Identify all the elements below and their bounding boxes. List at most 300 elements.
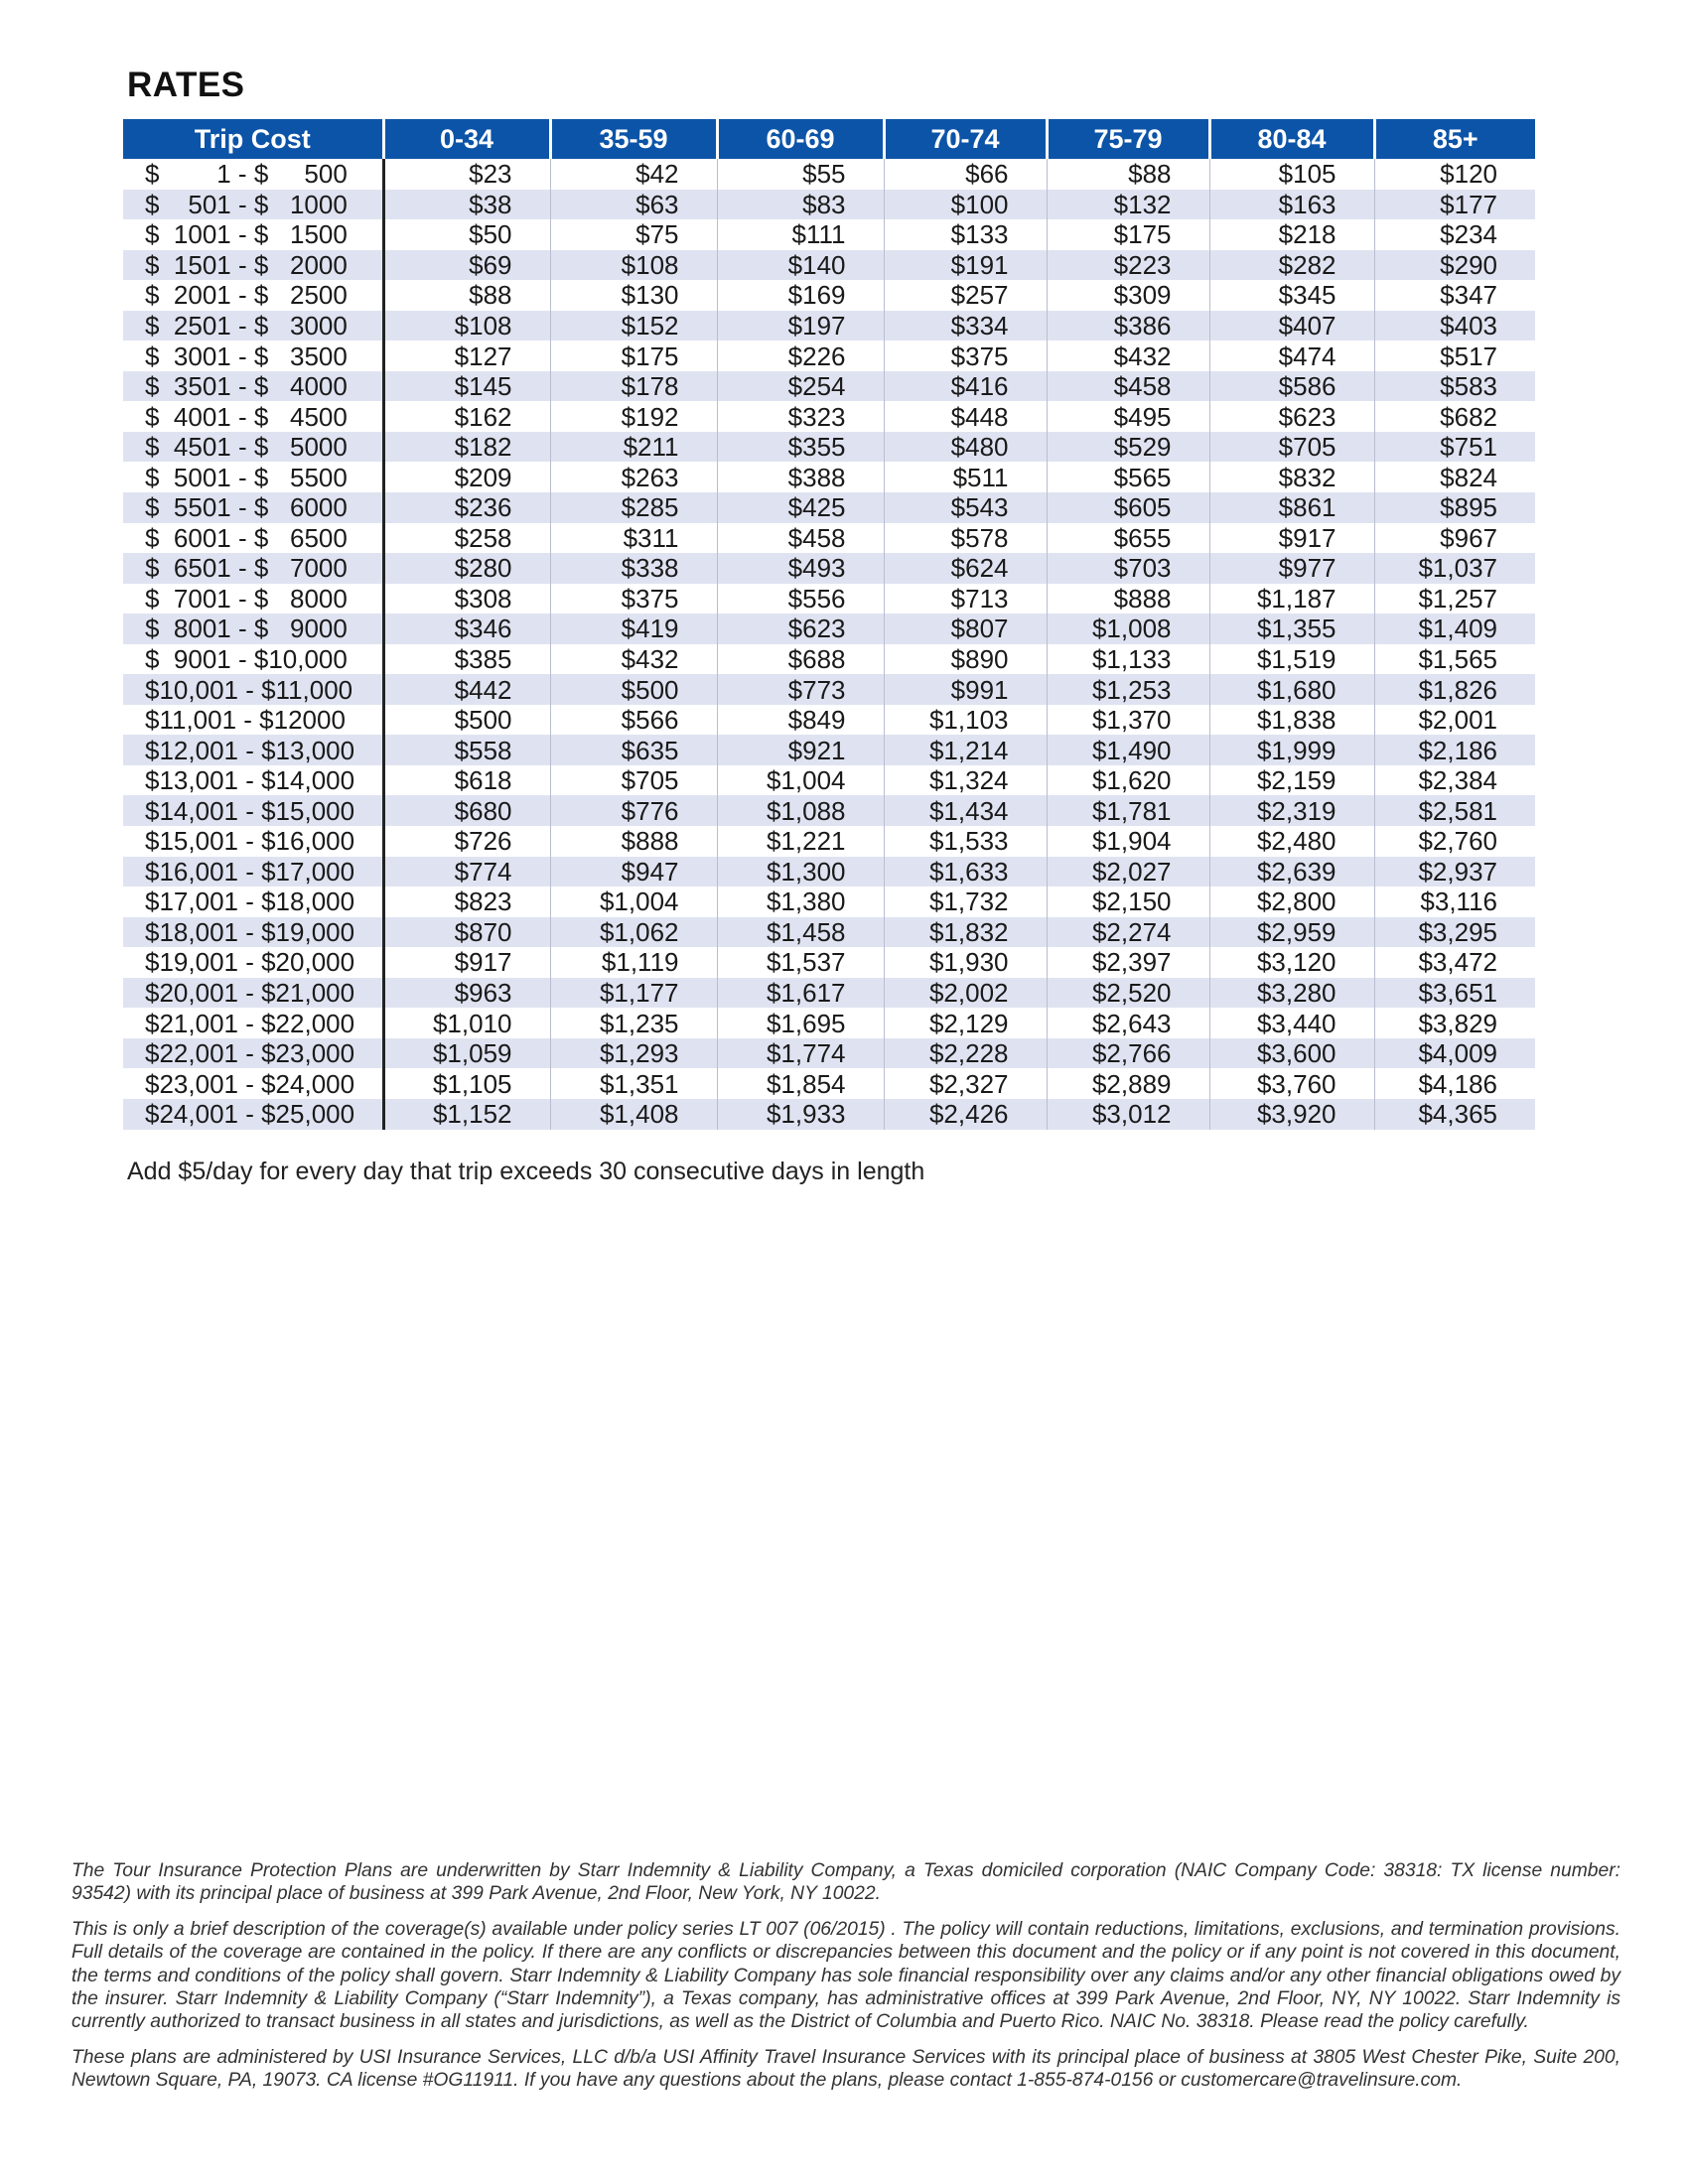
rate-cell: $500 [550, 674, 717, 705]
rate-cell: $152 [550, 311, 717, 341]
trip-cost-cell: $ 1501 - $ 2000 [123, 250, 383, 281]
rate-cell: $2,959 [1209, 917, 1374, 948]
rate-cell: $1,177 [550, 978, 717, 1009]
trip-cost-cell: $20,001 - $21,000 [123, 978, 383, 1009]
rate-cell: $38 [383, 190, 550, 220]
rate-cell: $1,774 [717, 1038, 884, 1069]
rate-cell: $2,520 [1047, 978, 1209, 1009]
rate-cell: $1,458 [717, 917, 884, 948]
rate-cell: $133 [884, 219, 1047, 250]
rate-cell: $177 [1374, 190, 1535, 220]
rate-cell: $1,537 [717, 947, 884, 978]
trip-cost-cell: $19,001 - $20,000 [123, 947, 383, 978]
rate-cell: $211 [550, 432, 717, 463]
header-age-75-79: 75-79 [1047, 119, 1209, 159]
trip-cost-cell: $ 3501 - $ 4000 [123, 371, 383, 402]
rate-cell: $3,472 [1418, 947, 1497, 978]
trip-cost-cell: $ 9001 - $10,000 [123, 644, 383, 675]
rate-cell: $3,829 [1418, 1008, 1497, 1038]
rate-cell: $967 [1440, 522, 1497, 553]
trip-cost-cell: $17,001 - $18,000 [123, 887, 383, 917]
trip-cost-cell: $ 5001 - $ 5500 [123, 462, 383, 492]
header-age-0-34: 0-34 [383, 119, 550, 159]
rate-cell: $66 [884, 159, 1047, 190]
rate-cell: $108 [383, 311, 550, 341]
table-row [123, 371, 1535, 402]
rate-cell: $23 [383, 159, 550, 190]
rate-cell: $2,027 [1047, 857, 1209, 887]
rate-cell: $2,581 [1374, 795, 1535, 826]
rate-cell: $2,643 [1047, 1008, 1209, 1038]
rate-cell: $543 [884, 492, 1047, 523]
rate-cell: $1,257 [1418, 583, 1497, 614]
rate-cell: $192 [550, 401, 717, 432]
rate-cell: $2,159 [1209, 765, 1374, 796]
rate-cell: $511 [884, 462, 1047, 492]
rate-cell: $774 [383, 857, 550, 887]
rate-cell: $1,933 [717, 1099, 884, 1130]
rate-cell: $517 [1440, 341, 1497, 371]
rate-cell: $386 [1047, 311, 1209, 341]
table-row [123, 401, 1535, 432]
trip-cost-cell: $15,001 - $16,000 [123, 826, 383, 857]
rate-cell: $347 [1440, 280, 1497, 311]
rate-cell: $257 [884, 280, 1047, 311]
rate-cell: $2,228 [884, 1038, 1047, 1069]
rate-cell: $623 [717, 614, 884, 644]
rate-cell: $1,826 [1374, 674, 1535, 705]
rate-cell: $308 [383, 584, 550, 614]
table-row [123, 1038, 1535, 1069]
rate-cell: $529 [1047, 432, 1209, 463]
rate-cell: $705 [1209, 432, 1374, 463]
rate-cell: $218 [1209, 219, 1374, 250]
trip-cost-cell: $12,001 - $13,000 [123, 735, 383, 765]
table-header-row [123, 119, 1535, 159]
rate-cell: $388 [717, 462, 884, 492]
table-row [123, 1099, 1535, 1130]
rate-cell: $1,152 [383, 1099, 550, 1130]
rate-cell: $345 [1209, 280, 1374, 311]
rate-cell: $1,062 [550, 917, 717, 948]
rate-cell: $416 [884, 371, 1047, 402]
rate-cell: $1,103 [884, 705, 1047, 736]
rate-cell: $2,760 [1418, 826, 1497, 857]
rate-cell: $1,519 [1209, 644, 1374, 675]
header-age-80-84: 80-84 [1209, 119, 1374, 159]
rate-cell: $385 [383, 644, 550, 675]
rate-cell: $175 [550, 341, 717, 371]
rate-cell: $1,409 [1374, 614, 1535, 644]
table-row [123, 1068, 1535, 1099]
rate-cell: $458 [717, 523, 884, 554]
trip-cost-cell: $11,001 - $12000 [123, 705, 383, 736]
rate-cell: $334 [884, 311, 1047, 341]
rate-cell: $1,119 [550, 947, 717, 978]
rates-table [123, 119, 1535, 1130]
rate-cell: $282 [1209, 250, 1374, 281]
rate-cell: $432 [550, 644, 717, 675]
rate-cell: $2,766 [1047, 1038, 1209, 1069]
rate-cell: $88 [1047, 159, 1209, 190]
rate-cell: $635 [550, 735, 717, 765]
header-age-60-69: 60-69 [717, 119, 884, 159]
rate-cell: $3,280 [1209, 978, 1374, 1009]
rate-cell: $917 [383, 947, 550, 978]
rate-cell: $565 [1047, 462, 1209, 492]
rate-cell: $3,012 [1047, 1099, 1209, 1130]
table-row [123, 492, 1535, 523]
rate-cell: $578 [884, 523, 1047, 554]
rate-cell: $105 [1209, 159, 1374, 190]
rate-cell: $2,274 [1047, 917, 1209, 948]
rate-cell: $2,150 [1047, 887, 1209, 917]
rate-cell: $1,214 [884, 735, 1047, 765]
table-row [123, 553, 1535, 584]
rate-cell: $1,293 [550, 1038, 717, 1069]
header-trip-cost: Trip Cost [123, 119, 383, 159]
rate-cell: $1,617 [717, 978, 884, 1009]
underwriter-paragraph: The Tour Insurance Protection Plans are underwritten by Starr Indemnity & Liability Company, a Texas domiciled corporation (NAIC Company Code: 38318: TX license number: 93542) with its principal place of business at 399 Park Avenue, 2nd Floor, New York, NY 10022. [71, 1860, 1620, 1905]
trip-cost-cell: $18,001 - $19,000 [123, 917, 383, 948]
trip-cost-cell: $ 5501 - $ 6000 [123, 492, 383, 523]
rate-cell: $888 [1047, 584, 1209, 614]
rate-cell: $1,680 [1209, 674, 1374, 705]
rate-cell: $375 [884, 341, 1047, 371]
rate-cell: $1,355 [1209, 614, 1374, 644]
table-row [123, 219, 1535, 250]
rate-cell: $703 [1047, 553, 1209, 584]
rate-cell: $1,832 [884, 917, 1047, 948]
rate-cell: $120 [1440, 159, 1497, 190]
rate-cell: $832 [1209, 462, 1374, 492]
rate-cell: $991 [884, 674, 1047, 705]
administrator-paragraph: These plans are administered by USI Insurance Services, LLC d/b/a USI Affinity Travel Insurance Services with its principal place of business at 3805 West Chester Pike, Suite 200, Newtown Square, PA, 19073. CA license #OG11911. If you have any questions about the plans, please contact 1-855-874-0156 or customercare@travelinsure.com. [71, 2046, 1620, 2092]
rate-cell: $947 [550, 857, 717, 887]
rate-cell: $2,480 [1209, 826, 1374, 857]
rate-cell: $1,408 [550, 1099, 717, 1130]
rate-cell: $624 [884, 553, 1047, 584]
rate-cell: $1,105 [383, 1068, 550, 1099]
legal-footer [71, 1859, 1620, 2105]
table-row [123, 826, 1535, 857]
header-age-70-74: 70-74 [884, 119, 1047, 159]
rate-cell: $480 [884, 432, 1047, 463]
rate-cell: $448 [884, 401, 1047, 432]
rate-cell: $2,639 [1209, 857, 1374, 887]
table-row [123, 462, 1535, 492]
rate-cell: $338 [550, 553, 717, 584]
table-row [123, 432, 1535, 463]
rate-cell: $586 [1209, 371, 1374, 402]
rate-cell: $236 [383, 492, 550, 523]
header-age-35-59: 35-59 [550, 119, 717, 159]
rate-cell: $890 [884, 644, 1047, 675]
rate-cell: $917 [1209, 523, 1374, 554]
rate-cell: $823 [383, 887, 550, 917]
rate-cell: $1,732 [884, 887, 1047, 917]
rate-cell: $776 [550, 795, 717, 826]
rate-cell: $425 [717, 492, 884, 523]
rate-cell: $682 [1440, 401, 1497, 432]
table-row [123, 857, 1535, 887]
rate-cell: $258 [383, 523, 550, 554]
trip-cost-cell: $ 6501 - $ 7000 [123, 553, 383, 584]
rate-cell: $1,838 [1209, 705, 1374, 736]
rate-cell: $290 [1374, 250, 1535, 281]
table-row [123, 523, 1535, 554]
table-row [123, 280, 1535, 311]
rate-cell: $2,319 [1209, 795, 1374, 826]
trip-cost-cell: $ 7001 - $ 8000 [123, 584, 383, 614]
rate-cell: $1,037 [1374, 553, 1535, 584]
table-row [123, 917, 1535, 948]
rate-cell: $921 [717, 735, 884, 765]
rate-cell: $83 [717, 190, 884, 220]
rate-cell: $1,221 [717, 826, 884, 857]
rate-cell: $870 [383, 917, 550, 948]
rate-cell: $3,295 [1374, 917, 1535, 948]
rate-cell: $1,370 [1047, 705, 1209, 736]
rate-cell: $1,695 [717, 1008, 884, 1038]
rate-cell: $108 [550, 250, 717, 281]
extended-trip-note: Add $5/day for every day that trip exceeds 30 consecutive days in length [127, 1158, 925, 1185]
rate-cell: $655 [1047, 523, 1209, 554]
rate-cell: $197 [717, 311, 884, 341]
table-row [123, 735, 1535, 765]
rate-cell: $209 [383, 462, 550, 492]
rate-cell: $680 [383, 795, 550, 826]
rates-table-body [123, 159, 1535, 1130]
rate-cell: $1,010 [383, 1008, 550, 1038]
trip-cost-cell: $ 4001 - $ 4500 [123, 401, 383, 432]
rate-cell: $375 [550, 584, 717, 614]
table-row [123, 614, 1535, 644]
rate-cell: $419 [550, 614, 717, 644]
rate-cell: $162 [383, 401, 550, 432]
rate-cell: $163 [1209, 190, 1374, 220]
rate-cell: $63 [550, 190, 717, 220]
rate-cell: $2,384 [1418, 765, 1497, 796]
rate-cell: $4,186 [1418, 1068, 1497, 1099]
rate-cell: $55 [717, 159, 884, 190]
rate-cell: $191 [884, 250, 1047, 281]
rate-cell: $223 [1047, 250, 1209, 281]
rate-cell: $127 [383, 341, 550, 371]
rate-cell: $1,008 [1047, 614, 1209, 644]
rate-cell: $1,004 [717, 765, 884, 796]
rate-cell: $69 [383, 250, 550, 281]
rate-cell: $140 [717, 250, 884, 281]
rate-cell: $618 [383, 765, 550, 796]
table-row [123, 190, 1535, 220]
rate-cell: $2,327 [884, 1068, 1047, 1099]
table-row [123, 644, 1535, 675]
rate-cell: $130 [550, 280, 717, 311]
rate-cell: $169 [717, 280, 884, 311]
rate-cell: $1,351 [550, 1068, 717, 1099]
trip-cost-cell: $23,001 - $24,000 [123, 1068, 383, 1099]
rate-cell: $726 [383, 826, 550, 857]
rate-cell: $2,001 [1418, 705, 1497, 736]
trip-cost-cell: $10,001 - $11,000 [123, 674, 383, 705]
rate-cell: $3,600 [1209, 1038, 1374, 1069]
rate-cell: $88 [383, 280, 550, 311]
rate-cell: $3,651 [1374, 978, 1535, 1009]
rate-cell: $3,440 [1209, 1008, 1374, 1038]
rate-cell: $4,365 [1374, 1099, 1535, 1130]
rate-cell: $182 [383, 432, 550, 463]
coverage-disclaimer-paragraph: This is only a brief description of the coverage(s) available under policy series LT 007 (06/2015) . The policy will contain reductions, limitations, exclusions, and termination provisions. Full details of the coverage are contained in the policy. If there are any conflicts or discrepancies between this document and the policy or if any point is not covered in this document, the terms and conditions of the policy shall govern. Starr Indemnity & Liability Company has sole financial responsibility over any claims and/or any other financial obligations owed by the insurer. Starr Indemnity & Liability Company (“Starr Indemnity”), a Texas company, has administrative offices at 399 Park Avenue, 2nd Floor, NY, NY 10022. Starr Indemnity is currently authorized to transact business in all states and jurisdictions, as well as the District of Columbia and Puerto Rico. NAIC No. 38318. Please read the policy carefully. [71, 1918, 1620, 2033]
rate-cell: $2,426 [884, 1099, 1047, 1130]
rate-cell: $861 [1209, 492, 1374, 523]
trip-cost-cell: $ 4501 - $ 5000 [123, 432, 383, 463]
table-row [123, 978, 1535, 1009]
trip-cost-cell: $22,001 - $23,000 [123, 1038, 383, 1069]
rate-cell: $1,300 [717, 857, 884, 887]
rate-cell: $2,186 [1374, 735, 1535, 765]
rate-cell: $1,904 [1047, 826, 1209, 857]
table-row [123, 341, 1535, 371]
table-row [123, 250, 1535, 281]
rate-cell: $1,533 [884, 826, 1047, 857]
rate-cell: $688 [717, 644, 884, 675]
rate-cell: $42 [550, 159, 717, 190]
rate-cell: $175 [1047, 219, 1209, 250]
rate-cell: $493 [717, 553, 884, 584]
rate-cell: $623 [1209, 401, 1374, 432]
rate-cell: $346 [383, 614, 550, 644]
rate-cell: $2,129 [884, 1008, 1047, 1038]
rate-cell: $583 [1374, 371, 1535, 402]
rate-cell: $558 [383, 735, 550, 765]
rate-cell: $3,116 [1420, 887, 1497, 917]
rate-cell: $773 [717, 674, 884, 705]
rate-cell: $2,397 [1047, 947, 1209, 978]
page-title: RATES [127, 66, 245, 104]
rate-cell: $1,088 [717, 795, 884, 826]
rate-cell: $132 [1047, 190, 1209, 220]
rate-cell: $1,187 [1209, 584, 1374, 614]
rate-cell: $713 [884, 584, 1047, 614]
rate-cell: $50 [383, 219, 550, 250]
rate-cell: $226 [717, 341, 884, 371]
trip-cost-cell: $ 3001 - $ 3500 [123, 341, 383, 371]
rate-cell: $807 [884, 614, 1047, 644]
table-row [123, 887, 1535, 917]
rate-cell: $888 [550, 826, 717, 857]
table-row [123, 584, 1535, 614]
rate-cell: $963 [383, 978, 550, 1009]
rate-cell: $474 [1209, 341, 1374, 371]
rate-cell: $751 [1374, 432, 1535, 463]
table-row [123, 795, 1535, 826]
rate-cell: $1,324 [884, 765, 1047, 796]
rate-cell: $1,235 [550, 1008, 717, 1038]
table-row [123, 159, 1535, 190]
rate-cell: $849 [717, 705, 884, 736]
rate-cell: $403 [1374, 311, 1535, 341]
trip-cost-cell: $ 1 - $ 500 [123, 159, 383, 190]
rate-cell: $75 [550, 219, 717, 250]
rate-cell: $145 [383, 371, 550, 402]
trip-cost-cell: $14,001 - $15,000 [123, 795, 383, 826]
rate-cell: $1,253 [1047, 674, 1209, 705]
rate-cell: $2,889 [1047, 1068, 1209, 1099]
rate-cell: $1,490 [1047, 735, 1209, 765]
rate-cell: $1,930 [884, 947, 1047, 978]
rate-cell: $2,002 [884, 978, 1047, 1009]
rate-cell: $2,937 [1374, 857, 1535, 887]
trip-cost-cell: $16,001 - $17,000 [123, 857, 383, 887]
table-row [123, 947, 1535, 978]
rate-cell: $824 [1440, 462, 1497, 492]
rate-cell: $263 [550, 462, 717, 492]
rate-cell: $3,760 [1209, 1068, 1374, 1099]
rate-cell: $1,633 [884, 857, 1047, 887]
rate-cell: $495 [1047, 401, 1209, 432]
trip-cost-cell: $ 2501 - $ 3000 [123, 311, 383, 341]
table-row [123, 705, 1535, 736]
trip-cost-cell: $ 501 - $ 1000 [123, 190, 383, 220]
rate-cell: $285 [550, 492, 717, 523]
rate-cell: $1,059 [383, 1038, 550, 1069]
rate-cell: $3,920 [1209, 1099, 1374, 1130]
rate-cell: $1,565 [1418, 644, 1497, 675]
rate-cell: $432 [1047, 341, 1209, 371]
trip-cost-cell: $ 6001 - $ 6500 [123, 523, 383, 554]
rate-cell: $323 [717, 401, 884, 432]
table-row [123, 1008, 1535, 1038]
rate-cell: $566 [550, 705, 717, 736]
trip-cost-cell: $24,001 - $25,000 [123, 1099, 383, 1130]
rate-cell: $1,854 [717, 1068, 884, 1099]
rate-cell: $280 [383, 553, 550, 584]
rate-cell: $3,120 [1209, 947, 1374, 978]
rate-cell: $500 [383, 705, 550, 736]
header-age-85-plus: 85+ [1374, 119, 1535, 159]
rate-cell: $556 [717, 584, 884, 614]
trip-cost-cell: $ 1001 - $ 1500 [123, 219, 383, 250]
rate-cell: $178 [550, 371, 717, 402]
rate-cell: $1,620 [1047, 765, 1209, 796]
rate-cell: $442 [383, 674, 550, 705]
rate-cell: $977 [1209, 553, 1374, 584]
table-row [123, 311, 1535, 341]
rate-cell: $111 [717, 219, 884, 250]
rate-cell: $458 [1047, 371, 1209, 402]
rate-cell: $355 [717, 432, 884, 463]
rate-cell: $605 [1047, 492, 1209, 523]
rate-cell: $309 [1047, 280, 1209, 311]
rate-cell: $705 [550, 765, 717, 796]
trip-cost-cell: $13,001 - $14,000 [123, 765, 383, 796]
rate-cell: $254 [717, 371, 884, 402]
table-row [123, 674, 1535, 705]
rate-cell: $311 [550, 523, 717, 554]
rate-cell: $4,009 [1374, 1038, 1535, 1069]
rate-cell: $1,004 [550, 887, 717, 917]
trip-cost-cell: $21,001 - $22,000 [123, 1008, 383, 1038]
trip-cost-cell: $ 8001 - $ 9000 [123, 614, 383, 644]
rate-cell: $2,800 [1209, 887, 1374, 917]
rate-cell: $1,434 [884, 795, 1047, 826]
rate-cell: $1,781 [1047, 795, 1209, 826]
table-row [123, 765, 1535, 796]
rate-cell: $1,133 [1047, 644, 1209, 675]
rate-cell: $234 [1440, 219, 1497, 250]
rate-cell: $1,999 [1209, 735, 1374, 765]
